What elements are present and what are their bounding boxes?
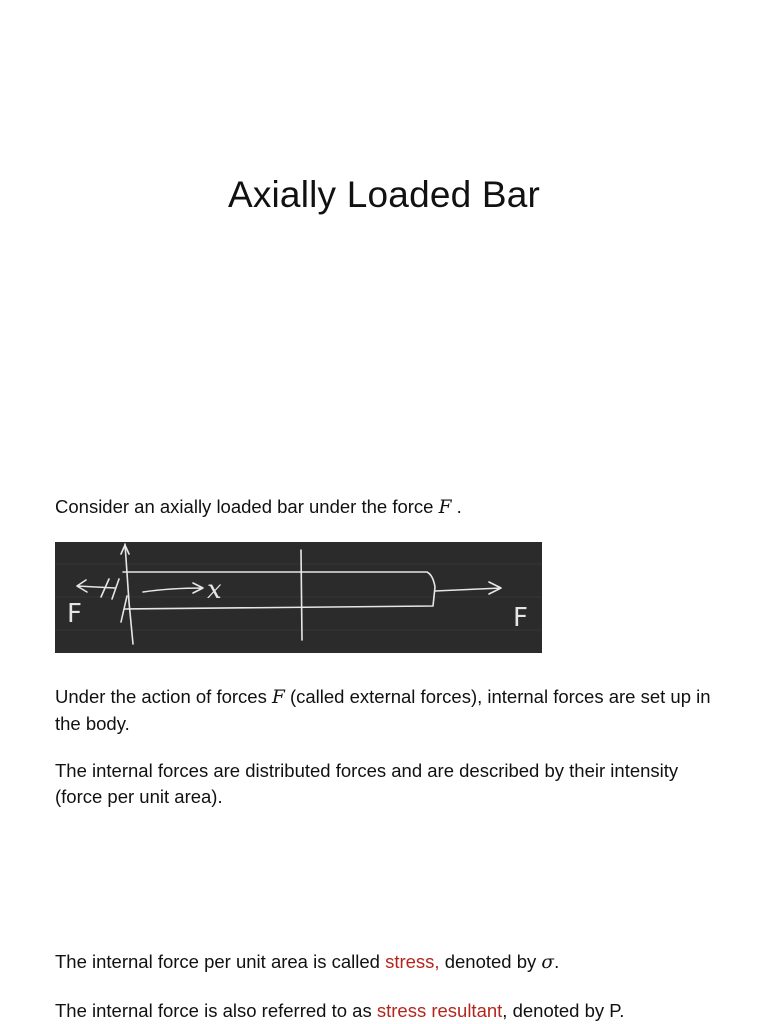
intro-end: . [456,496,462,517]
external-forces-post: (called external forces), internal forces are set up in the body. [55,686,711,734]
bar-sketch-drawing [55,542,542,653]
stress-definition-pre: The internal force per unit area is called [55,951,380,972]
stress-resultant-definition [55,998,755,1024]
slide-title: Axially Loaded Bar [227,174,541,215]
left-force-arrow [77,579,127,622]
bar-sketch [55,542,542,653]
right-force-label: F [513,603,528,633]
stress-definition-mid: denoted by [444,951,537,972]
stress-definition [55,949,715,976]
axis-x-label: x [207,575,222,605]
left-section-line [125,544,133,644]
left-force-label: F [67,599,82,629]
middle-section-line [301,550,302,640]
bar-outline [123,572,435,609]
right-force-arrow [435,582,501,594]
stress-resultant-pre: The internal force is also referred to as [55,1000,372,1021]
stress-resultant-post: , denoted by P. [502,1000,625,1021]
force-symbol: F [438,497,452,518]
sigma-symbol: σ [541,952,555,973]
external-force-symbol: F [271,687,285,708]
intro-text: Consider an axially loaded bar under the force [55,496,434,517]
x-axis-arrow [143,583,203,593]
intro-paragraph [55,494,715,521]
stress-term: stress, [385,951,440,972]
external-forces-pre: Under the action of forces [55,686,267,707]
internal-forces-paragraph: The internal forces are distributed forces and are described by their intensity (force per unit area). [55,760,679,807]
stress-definition-end: . [554,951,560,972]
stress-resultant-term: stress resultant [376,1000,503,1021]
external-forces-paragraph [55,684,715,737]
